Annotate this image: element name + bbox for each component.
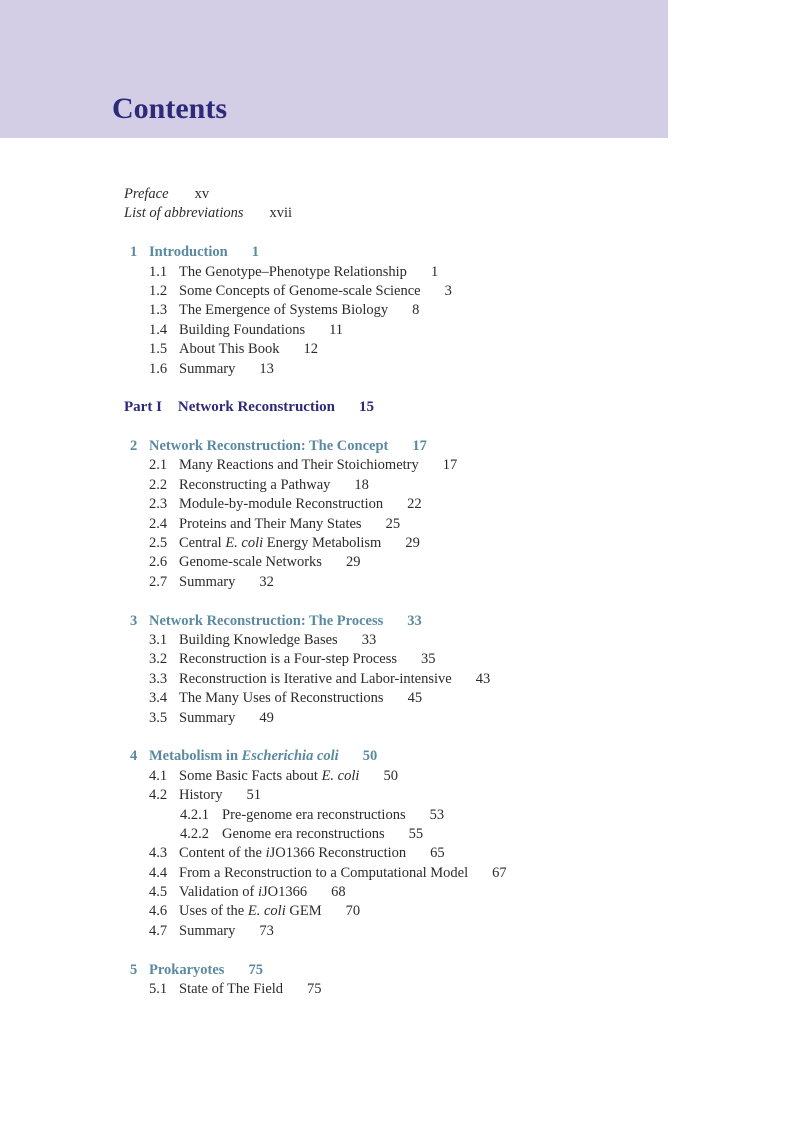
section-number: 4.4	[149, 864, 168, 881]
section-page: 70	[345, 903, 361, 920]
toc-section[interactable]	[124, 670, 684, 689]
entry-page: xvii	[269, 205, 293, 222]
table-of-contents	[124, 185, 684, 999]
toc-section[interactable]	[124, 321, 684, 340]
section-page: 45	[407, 690, 423, 707]
toc-subsection[interactable]	[124, 825, 684, 844]
section-page: 17	[442, 457, 458, 474]
toc-section[interactable]	[124, 650, 684, 669]
toc-section[interactable]	[124, 515, 684, 534]
section-title: From a Reconstruction to a Computational Model	[179, 864, 469, 881]
section-title: Summary	[179, 360, 236, 377]
section-title-post: JO1366	[261, 884, 308, 901]
section-number: 2.1	[149, 457, 168, 474]
toc-section[interactable]	[124, 360, 684, 379]
section-number: 5.1	[149, 981, 168, 998]
section-number: 3.4	[149, 690, 168, 707]
section-number: 1.6	[149, 360, 168, 377]
entry-page: xv	[194, 186, 210, 202]
toc-section[interactable]	[124, 980, 684, 999]
section-title-post: JO1366 Reconstruction	[269, 845, 407, 862]
section-number: 3.5	[149, 709, 168, 726]
subsection-page: 53	[429, 806, 445, 823]
page-title: Contents	[112, 92, 228, 125]
toc-chapter-2[interactable]	[124, 437, 684, 456]
toc-section[interactable]	[124, 844, 684, 863]
section-title: The Many Uses of Reconstructions	[179, 690, 384, 707]
chapter-title: Prokaryotes	[149, 961, 225, 978]
section-title: Many Reactions and Their Stoichiometry	[179, 457, 419, 474]
chapter-number: 2	[130, 438, 138, 455]
toc-section[interactable]	[124, 553, 684, 572]
section-number: 1.4	[149, 321, 168, 338]
subsection-number: 4.2.2	[180, 825, 209, 842]
section-number: 4.5	[149, 884, 168, 901]
section-page: 25	[385, 515, 401, 532]
section-page: 50	[383, 767, 398, 784]
chapter-page: 33	[407, 612, 422, 629]
section-number: 1.3	[149, 302, 168, 319]
section-page: 65	[430, 845, 445, 862]
chapter-number: 4	[130, 748, 138, 765]
entry-title: List of abbreviations	[124, 205, 244, 222]
part-label: Part I	[124, 399, 162, 416]
toc-section[interactable]	[124, 883, 684, 902]
chapter-page: 75	[248, 961, 263, 978]
section-number: 1.1	[149, 263, 168, 280]
chapter-page: 1	[251, 244, 259, 261]
header-band	[0, 0, 668, 138]
chapter-page: 17	[412, 438, 427, 455]
section-number: 3.3	[149, 670, 168, 687]
section-number: 3.2	[149, 651, 168, 668]
section-title-pre: Uses of the	[179, 903, 248, 920]
section-page: 29	[345, 554, 361, 571]
section-page: 51	[246, 787, 261, 804]
section-title: Building Knowledge Bases	[179, 631, 338, 648]
chapter-title-pre: Metabolism in	[149, 748, 242, 765]
section-number: 2.3	[149, 496, 168, 513]
section-number: 4.3	[149, 845, 168, 862]
section-page: 12	[303, 341, 318, 358]
toc-subsection[interactable]	[124, 806, 684, 825]
section-title: State of The Field	[179, 981, 284, 998]
chapter-number: 3	[130, 612, 138, 629]
toc-chapter-3[interactable]	[124, 612, 684, 631]
section-page: 43	[475, 670, 491, 687]
chapter-title: Introduction	[149, 244, 228, 261]
section-page: 8	[412, 302, 420, 319]
section-title-italic: E. coli	[225, 535, 264, 552]
section-title: The Genotype–Phenotype Relationship	[179, 263, 407, 280]
section-page: 18	[354, 476, 369, 493]
section-number: 3.1	[149, 631, 168, 648]
toc-section[interactable]	[124, 282, 684, 301]
section-title: Module-by-module Reconstruction	[179, 496, 384, 513]
chapter-title-italic: Escherichia coli	[241, 748, 339, 765]
section-title-italic: i	[257, 884, 262, 901]
section-number: 4.2	[149, 787, 168, 804]
section-page: 29	[405, 535, 420, 552]
toc-section[interactable]	[124, 476, 684, 495]
chapter-title: Network Reconstruction: The Concept	[149, 438, 389, 455]
section-title-italic: E. coli	[321, 767, 360, 784]
chapter-number: 5	[130, 961, 138, 978]
section-page: 67	[492, 864, 507, 881]
toc-section[interactable]	[124, 689, 684, 708]
section-number: 4.7	[149, 922, 168, 939]
section-title-post: Energy Metabolism	[263, 535, 382, 552]
toc-section[interactable]	[124, 340, 684, 359]
section-page: 68	[331, 884, 346, 901]
toc-section[interactable]	[124, 631, 684, 650]
section-title: Some Concepts of Genome-scale Science	[179, 282, 421, 299]
section-title-italic: E. coli	[247, 903, 286, 920]
section-title-italic: i	[265, 845, 270, 862]
section-page: 1	[430, 263, 439, 280]
chapter-page: 50	[362, 748, 378, 765]
section-title-pre: Some Basic Facts about	[179, 767, 322, 784]
section-title: About This Book	[179, 341, 280, 358]
toc-section[interactable]	[124, 263, 684, 282]
subsection-number: 4.2.1	[180, 806, 209, 823]
subsection-page: 55	[408, 825, 424, 842]
section-page: 3	[444, 282, 452, 299]
part-page: 15	[358, 399, 374, 416]
subsection-title: Genome era reconstructions	[222, 825, 385, 842]
toc-section[interactable]	[124, 573, 684, 592]
section-number: 2.4	[149, 515, 168, 532]
section-page: 75	[307, 981, 322, 998]
toc-chapter-4[interactable]	[124, 747, 684, 766]
toc-entry-abbreviations[interactable]	[124, 204, 684, 223]
section-page: 35	[420, 651, 436, 668]
toc-section[interactable]	[124, 301, 684, 320]
section-title: Reconstruction is a Four-step Process	[179, 651, 397, 668]
toc-chapter-1[interactable]	[124, 243, 684, 262]
section-title: Reconstruction is Iterative and Labor-intensive	[179, 670, 452, 687]
chapter-number: 1	[130, 244, 138, 261]
section-page: 13	[259, 360, 274, 377]
section-page: 33	[361, 631, 377, 648]
section-title: Summary	[179, 573, 236, 590]
section-title: Proteins and Their Many States	[179, 515, 362, 532]
toc-section[interactable]	[124, 786, 684, 805]
section-title: Summary	[179, 709, 236, 726]
toc-section[interactable]	[124, 456, 684, 475]
section-number: 1.2	[149, 282, 168, 299]
section-title: Genome-scale Networks	[179, 554, 322, 571]
toc-section[interactable]	[124, 767, 684, 786]
toc-section[interactable]	[124, 922, 684, 941]
section-number: 2.7	[149, 573, 168, 590]
toc-section[interactable]	[124, 534, 684, 553]
chapter-title: Network Reconstruction: The Process	[149, 612, 384, 629]
section-page: 22	[407, 496, 422, 513]
section-title: The Emergence of Systems Biology	[179, 302, 389, 319]
section-number: 2.6	[149, 554, 168, 571]
toc-part-1[interactable]	[124, 398, 684, 417]
section-number: 4.6	[149, 903, 168, 920]
section-number: 2.2	[149, 476, 168, 493]
section-number: 1.5	[149, 341, 168, 358]
toc-chapter-5[interactable]	[124, 961, 684, 980]
section-page: 32	[259, 573, 274, 590]
section-title-pre: Central	[179, 535, 226, 552]
section-title: Summary	[179, 922, 236, 939]
section-title-pre: Content of the	[179, 845, 266, 862]
part-title: Network Reconstruction	[177, 399, 335, 416]
section-title-post: GEM	[285, 903, 322, 920]
section-title-pre: Validation of	[179, 884, 258, 901]
toc-section[interactable]	[124, 902, 684, 921]
section-number: 2.5	[149, 535, 168, 552]
section-number: 4.1	[149, 767, 168, 784]
toc-section[interactable]	[124, 495, 684, 514]
section-title: Reconstructing a Pathway	[179, 476, 331, 493]
section-page: 49	[259, 709, 274, 726]
toc-section[interactable]	[124, 709, 684, 728]
section-title: History	[179, 787, 223, 804]
section-title: Building Foundations	[179, 321, 306, 338]
section-page: 73	[259, 922, 274, 939]
toc-section[interactable]	[124, 864, 684, 883]
entry-title: Preface	[124, 186, 169, 202]
subsection-title: Pre-genome era reconstructions	[222, 806, 406, 823]
section-page: 11	[329, 321, 344, 338]
toc-entry-preface[interactable]	[124, 185, 684, 204]
